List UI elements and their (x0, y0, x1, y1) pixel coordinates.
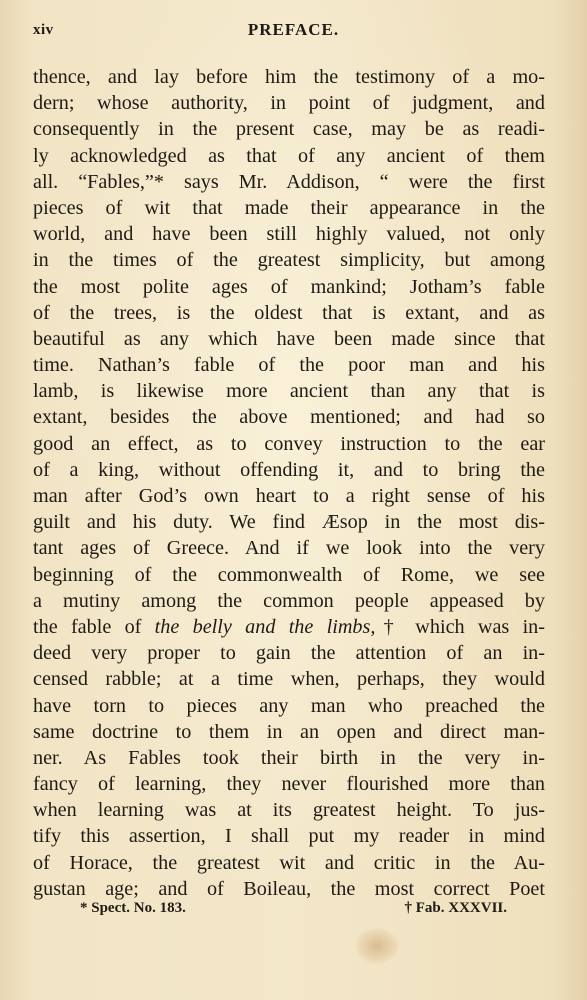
footnotes (80, 900, 507, 922)
text-line: when learning was at its greatest height. To jus- (33, 799, 545, 822)
text-line: tify this assertion, I shall put my reader in mind (33, 825, 545, 848)
text-line: pieces of wit that made their appearance in the (33, 196, 545, 219)
text-line: same doctrine to them in an open and direct man- (33, 720, 545, 743)
text-line: thence, and lay before him the testimony of a mo- (33, 66, 545, 88)
footnote-spectator: * Spect. No. 183. (80, 900, 186, 916)
text-line: good an effect, as to convey instruction to the ear (33, 432, 545, 455)
text-line: of Horace, the greatest wit and critic in the Au- (33, 851, 545, 874)
text-line: all. “Fables,”* says Mr. Addison, “ were the first (33, 170, 545, 193)
text-line: of a king, without offending it, and to bring the (33, 458, 545, 481)
text-line: guilt and his duty. We find Æsop in the most dis- (33, 511, 545, 534)
text-line: of the trees, is the oldest that is extant, and as (33, 301, 545, 324)
text-line: have torn to pieces any man who preached the (33, 694, 545, 717)
text-line: lamb, is likewise more ancient than any that is (33, 380, 545, 403)
running-head: PREFACE. (247, 20, 340, 39)
page-header (33, 20, 554, 46)
text-line: ner. As Fables took their birth in the very in- (33, 746, 545, 769)
text-line: dern; whose authority, in point of judgment, and (33, 92, 545, 115)
text-line: gustan age; and of Boileau, the most correct Poet (33, 877, 545, 900)
text-line: deed very proper to gain the attention of an in- (33, 642, 545, 665)
text-line: time. Nathan’s fable of the poor man and his (33, 354, 545, 377)
text-line: tant ages of Greece. And if we look into the very (33, 537, 545, 560)
body-text (33, 64, 545, 902)
text-line: world, and have been still highly valued, not only (33, 223, 545, 246)
text-line: fancy of learning, they never flourished more than (33, 773, 545, 796)
text-line: consequently in the present case, may be as readi- (33, 118, 545, 141)
text-line: ly acknowledged as that of any ancient of them (33, 144, 545, 167)
italic-title: the belly and the limbs, (154, 615, 376, 638)
text-line: beginning of the commonwealth of Rome, we see (33, 563, 545, 586)
line-segment: the fable of (33, 615, 155, 638)
paper-stain (355, 928, 399, 964)
text-line: in the times of the greatest simplicity, but among (33, 249, 545, 272)
text-line: man after God’s own heart to a right sense of his (33, 485, 545, 507)
footnote-fable: † Fab. XXXVII. (404, 900, 507, 916)
text-line: the most polite ages of mankind; Jotham’s fable (33, 275, 545, 298)
page-number: xiv (33, 22, 54, 38)
text-line: extant, besides the above mentioned; and had so (33, 406, 545, 429)
text-line: a mutiny among the common people appeased by (33, 589, 545, 612)
line-segment: † which was in- (375, 615, 545, 638)
text-line: beautiful as any which have been made since that (33, 327, 545, 350)
text-line: censed rabble; at a time when, perhaps, they would (33, 668, 545, 691)
text-line-with-italic (33, 614, 545, 640)
